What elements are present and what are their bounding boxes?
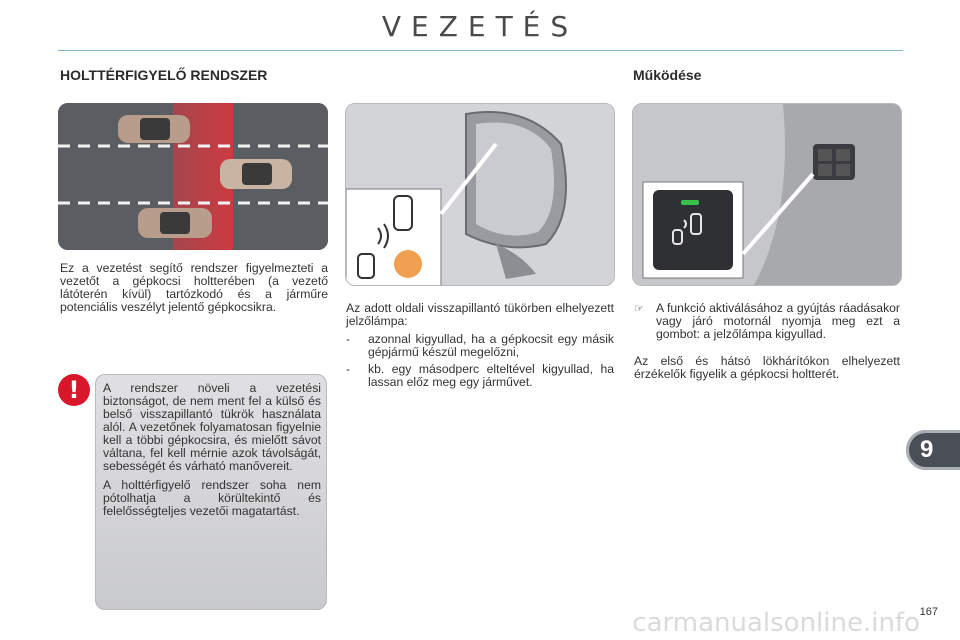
list-dash: - (346, 332, 351, 346)
page-number: 167 (919, 606, 938, 618)
watermark: carmanualsonline.info (632, 608, 920, 638)
warning-paragraph-1: A rendszer növeli a vezetési biztonságot, de nem ment fel a külső és belső visszapillantó tükrök használata alól. A vezetőnek folyamatosan figyelnie kell a többi gépkocsira, és mielőtt sávot váltana, fel kell mérnie azok távolságát, sebességét és várható manővereit. (103, 381, 321, 473)
green-led-icon (681, 200, 699, 205)
illustration-road-blind-spot (58, 103, 328, 250)
pointing-hand-icon: ☞ (634, 302, 644, 315)
operation-text (634, 302, 900, 386)
section-title-operation: Működése (633, 67, 702, 83)
car-icon (118, 115, 190, 143)
exclamation-icon: ! (68, 376, 80, 404)
warning-icon (58, 374, 90, 406)
intro-paragraph (60, 262, 328, 319)
indicator-description (346, 302, 614, 393)
list-item-text: A funkció aktiválásához a gyújtás ráadásakor vagy járó motornál nyomja meg ezt a gombot: a jelzőlámpa kigyullad. (656, 301, 900, 341)
car-icon (220, 159, 292, 189)
chapter-number: 9 (920, 436, 934, 463)
warning-text (103, 382, 321, 524)
list-item (634, 302, 900, 341)
section-title-blind-spot: HOLTTÉRFIGYELŐ RENDSZER (60, 67, 268, 83)
chapter-tab (906, 430, 960, 470)
list-item-text: kb. egy másodperc elteltével kigyullad, ha lassan előz meg egy járművet. (368, 362, 614, 389)
indicator-intro: Az adott oldali visszapillantó tükörben elhelyezett jelzőlámpa: (346, 301, 614, 328)
list-dash: - (346, 362, 351, 376)
car-icon (138, 208, 212, 238)
warning-light-icon (394, 250, 422, 278)
illustration-mirror-indicator (345, 103, 615, 286)
warning-paragraph-2: A holttérfigyelő rendszer soha nem pótolhatja a körültekintő és felelősségteljes vezetői magatartást. (103, 478, 321, 518)
page-title: VEZETÉS (381, 10, 579, 43)
sensor-paragraph: Az első és hátsó lökhárítókon elhelyezett érzékelők figyelik a gépkocsi holtterét. (634, 354, 900, 381)
list-item (346, 333, 614, 359)
illustration-dashboard-button (632, 103, 902, 286)
header-rule (58, 50, 903, 51)
list-item (346, 363, 614, 389)
list-item-text: azonnal kigyullad, ha a gépkocsit egy másik gépjármű készül megelőzni, (368, 332, 614, 359)
intro-text: Ez a vezetést segítő rendszer figyelmezteti a vezetőt a gépkocsi holtterében (a vezető látóterén kívül) tartózkodó és a járműre potenciális veszélyt jelentő gépkocsikra. (60, 261, 328, 314)
